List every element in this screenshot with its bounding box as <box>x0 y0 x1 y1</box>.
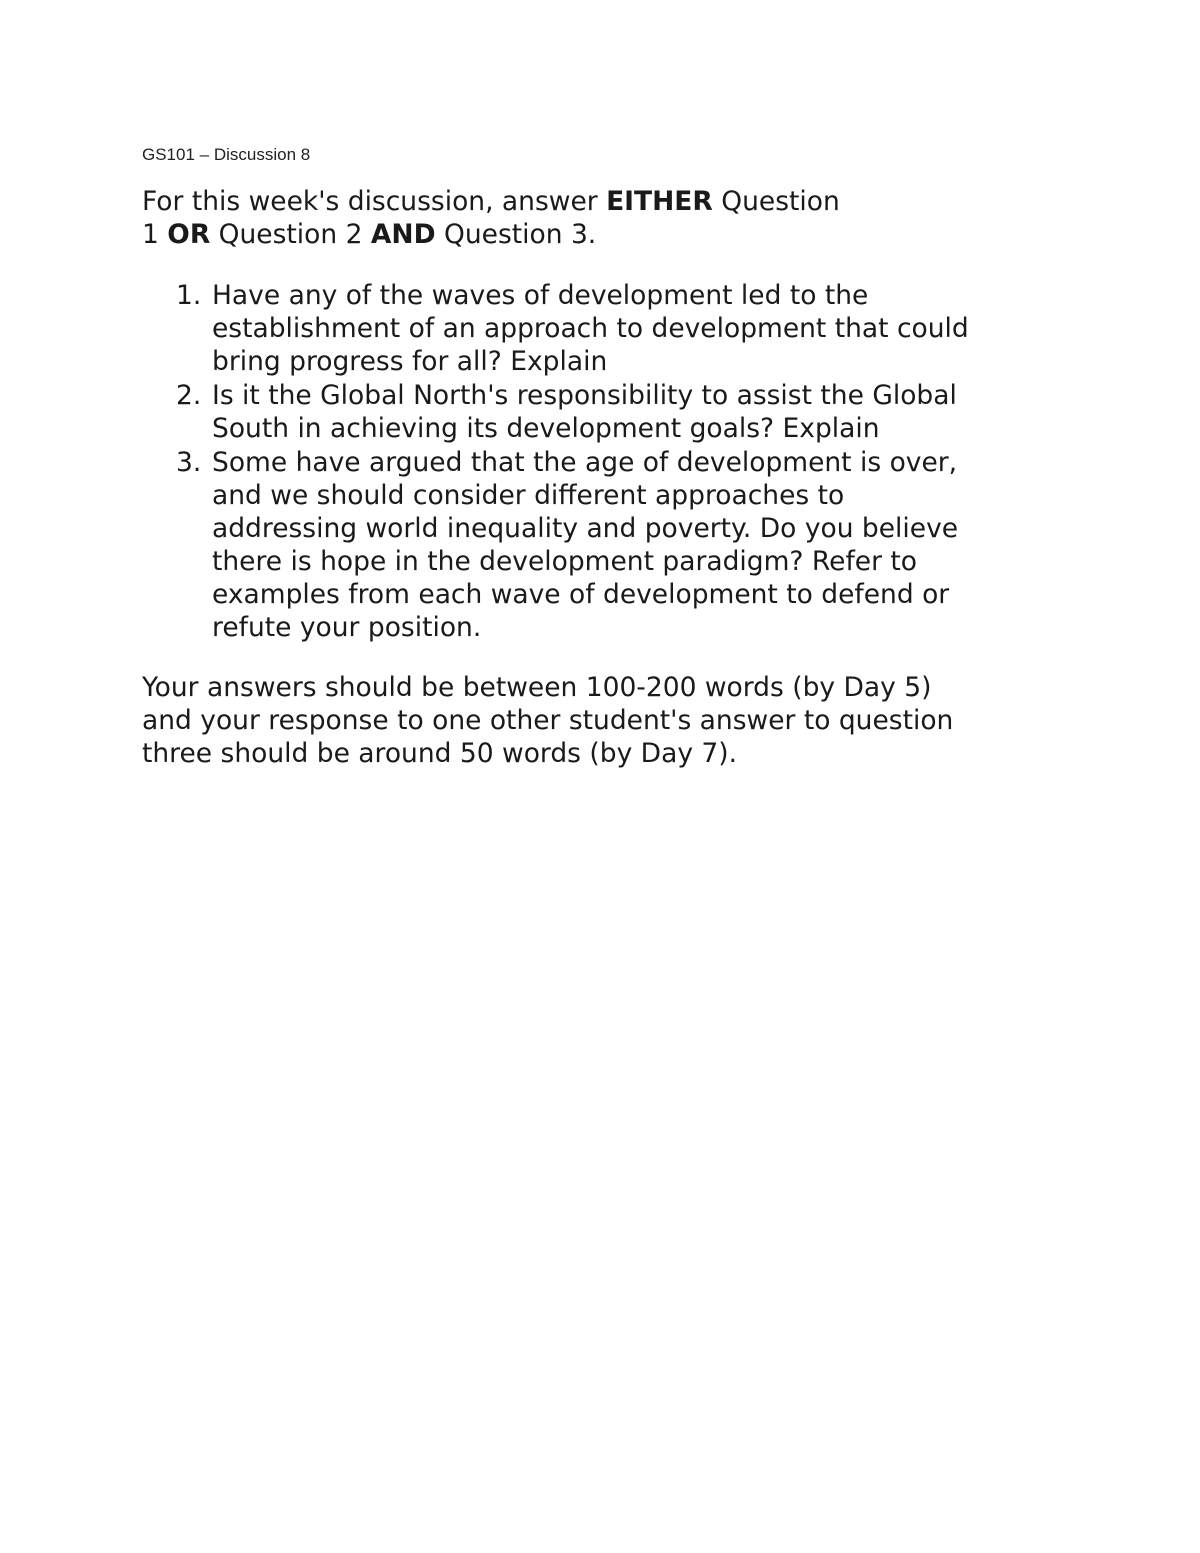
question-number: 1. <box>176 280 202 311</box>
or-keyword: OR <box>167 219 211 250</box>
intro-text: For this week's discussion, answer <box>142 186 607 217</box>
question-line: bring progress for all? Explain <box>212 346 608 377</box>
question-list <box>142 279 1062 645</box>
intro-text: Question <box>712 186 840 217</box>
intro-text: 1 <box>142 219 168 250</box>
question-number: 2. <box>176 380 202 411</box>
question-line: establishment of an approach to development that could <box>212 313 969 344</box>
question-line: and we should consider different approaches to <box>212 480 845 511</box>
question-line: there is hope in the development paradigm? Refer to <box>212 546 917 577</box>
document-header: GS101 – Discussion 8 <box>142 145 311 164</box>
intro-text: Question 3. <box>435 219 597 250</box>
question-line: addressing world inequality and poverty. Do you believe <box>212 513 959 544</box>
question-item-2 <box>142 379 1062 445</box>
question-line: Is it the Global North's responsibility to assist the Global <box>212 380 957 411</box>
intro-text: Question 2 <box>210 219 371 250</box>
question-line: Some have argued that the age of development is over, <box>212 447 958 478</box>
closing-line: Your answers should be between 100-200 words (by Day 5) <box>142 672 932 703</box>
question-line: refute your position. <box>212 612 482 643</box>
question-line: South in achieving its development goals? Explain <box>212 413 880 444</box>
question-item-1 <box>142 279 1062 378</box>
intro-line-1 <box>142 185 942 218</box>
word-count-instructions <box>142 671 1082 770</box>
either-keyword: EITHER <box>606 186 713 217</box>
question-number: 3. <box>176 447 202 478</box>
instructions-intro <box>142 185 942 251</box>
question-line: Have any of the waves of development led to the <box>212 280 869 311</box>
and-keyword: AND <box>370 219 436 250</box>
question-line: examples from each wave of development to defend or <box>212 579 950 610</box>
question-item-3 <box>142 446 1062 644</box>
closing-line: and your response to one other student's answer to question <box>142 705 954 736</box>
intro-line-2 <box>142 218 942 251</box>
closing-line: three should be around 50 words (by Day 7). <box>142 738 738 769</box>
